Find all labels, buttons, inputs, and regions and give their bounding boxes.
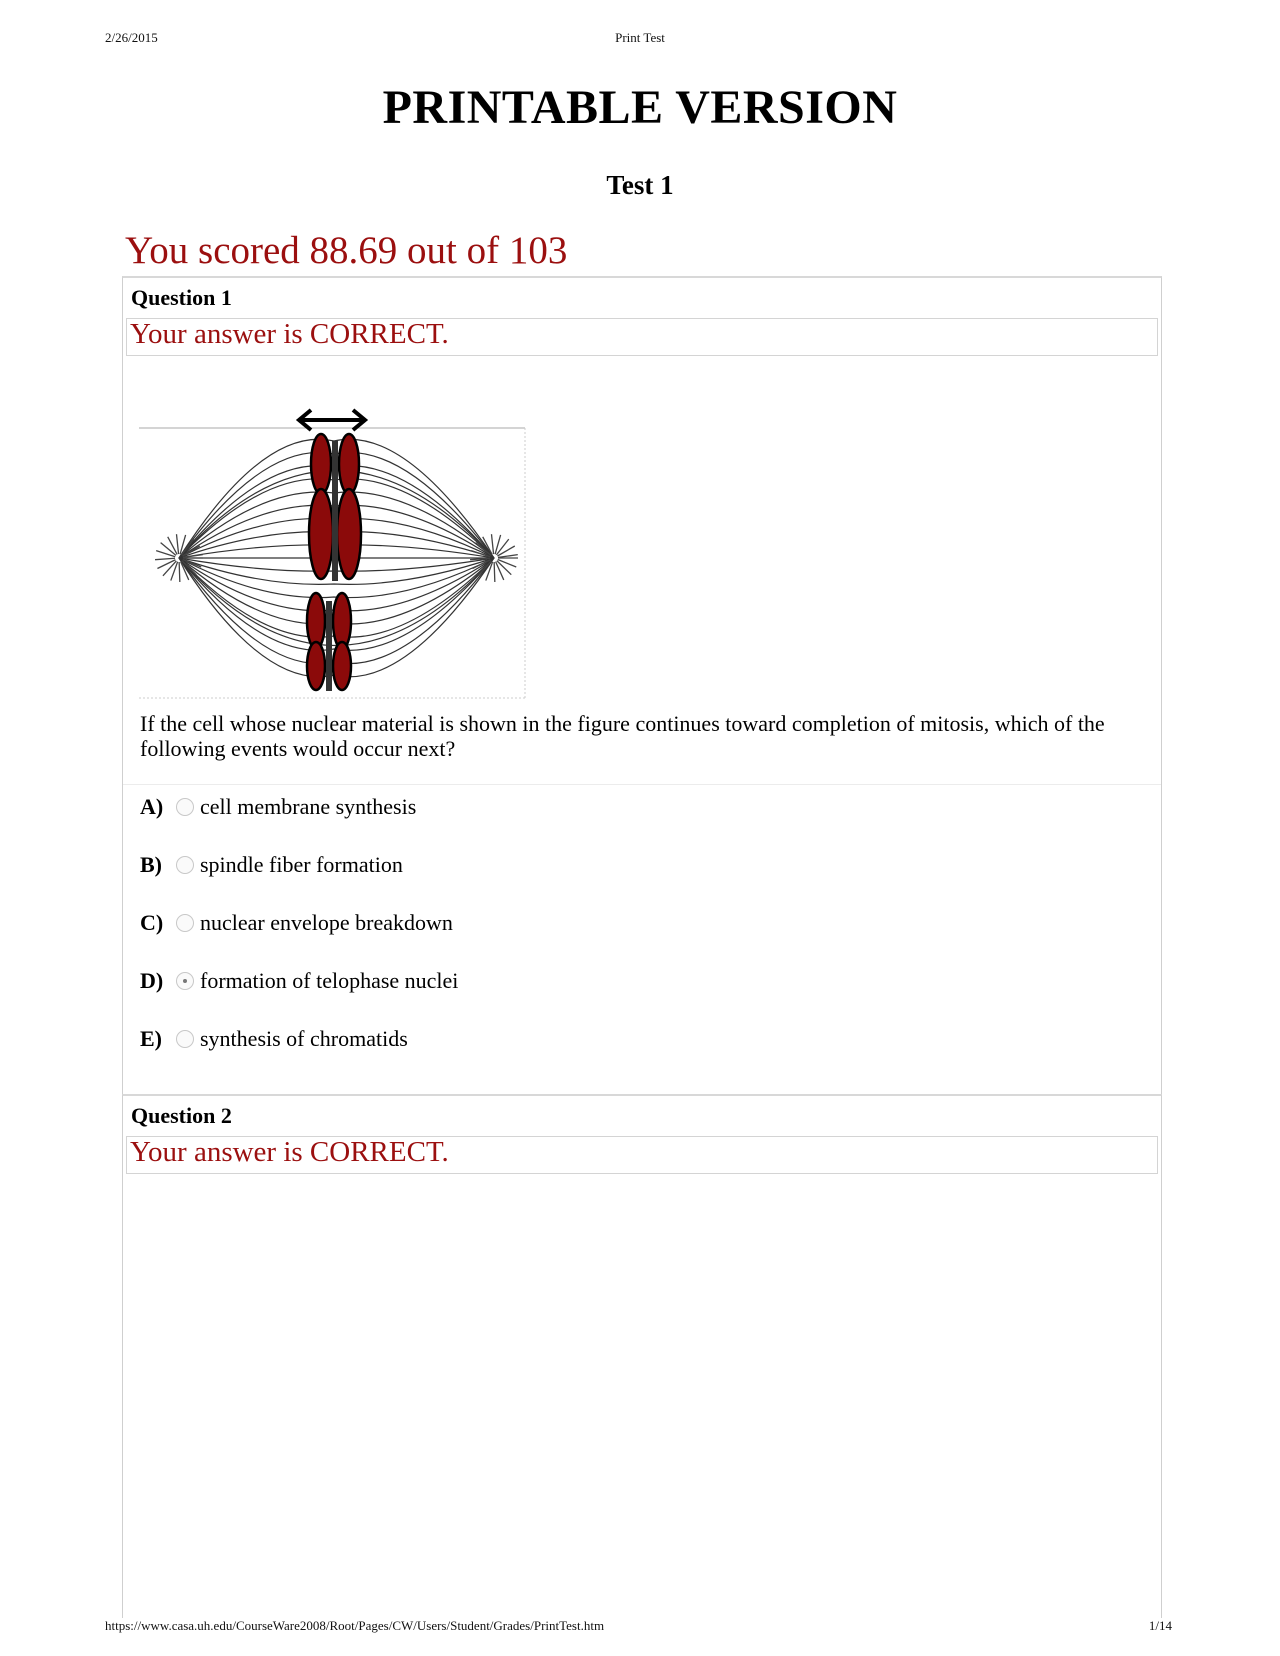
option-text: synthesis of chromatids [200,1026,408,1051]
option-text: spindle fiber formation [200,852,403,877]
radio-button[interactable] [176,1030,194,1048]
test-name: Test 1 [606,170,674,200]
option-text: nuclear envelope breakdown [200,910,453,935]
option-letter: C) [140,910,164,935]
question-2-verdict-box [126,1136,1158,1174]
option-text: formation of telophase nuclei [200,968,459,993]
question-2-verdict: Your answer is CORRECT. [130,1136,449,1168]
option-letter: A) [140,794,164,819]
double-arrow-icon [299,410,365,430]
question-1-header [123,278,1161,318]
option-text: cell membrane synthesis [200,794,417,819]
divider [123,784,1161,785]
option-letter: B) [140,852,162,877]
question-2-label: Question 2 [131,1103,232,1128]
option-a[interactable] [140,792,416,822]
question-1-verdict: Your answer is CORRECT. [130,318,449,350]
score-text: You scored 88.69 out of 103 [125,229,568,272]
question-2-header [123,1096,1161,1136]
print-header-title: Print Test [615,30,665,45]
option-letter: E) [140,1026,162,1051]
print-date: 2/26/2015 [105,30,158,45]
question-2-box [122,1094,1162,1618]
page-number: 1/14 [1148,1618,1172,1633]
option-d[interactable] [140,966,458,996]
radio-button[interactable] [176,798,194,816]
radio-button-selected[interactable] [176,972,194,990]
question-1-box [122,276,1162,1098]
option-letter: D) [140,968,164,993]
question-1-verdict-box [126,318,1158,356]
footer-url: https://www.casa.uh.edu/CourseWare2008/Root/Pages/CW/Users/Student/Grades/PrintTest.htm [105,1618,605,1633]
mitosis-figure [139,406,549,706]
page-title: PRINTABLE VERSION [382,81,898,134]
radio-button[interactable] [176,914,194,932]
option-c[interactable] [140,908,453,938]
option-b[interactable] [140,850,403,880]
radio-button[interactable] [176,856,194,874]
option-e[interactable] [140,1024,408,1054]
question-1-text: If the cell whose nuclear material is shown in the figure continues toward completion of mitosis, which of the following events would occur next? [140,711,1105,761]
question-1-label: Question 1 [131,285,232,310]
